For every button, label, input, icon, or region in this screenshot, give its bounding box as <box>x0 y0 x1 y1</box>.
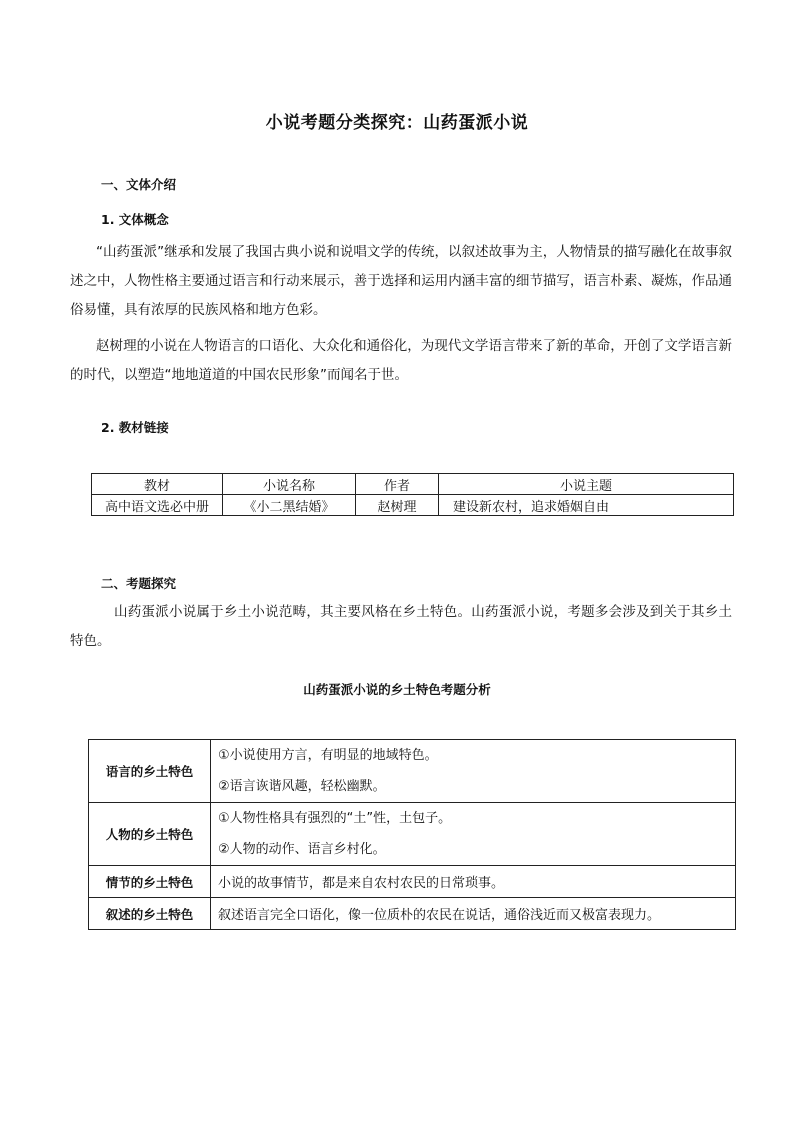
table-cell: 赵树理 <box>356 495 439 516</box>
content-cell: 小说的故事情节，都是来自农村农民的日常琐事。 <box>211 866 736 898</box>
table-row <box>89 866 736 898</box>
concept-paragraph-1: “山药蛋派”继承和发展了我国古典小说和说唱文学的传统，以叙述故事为主，人物情景的描写融化在故事叙述之中，人物性格主要通过语言和行动来展示，善于选择和运用内涵丰富的细节描写，语言朴素、凝炼，作品通俗易懂，具有浓厚的民族风格和地方色彩。 <box>70 244 732 318</box>
section1-heading: 一、文体介绍 <box>101 177 177 192</box>
content-line: ①小说使用方言，有明显的地域特色。 <box>218 748 438 763</box>
content-cell <box>211 740 736 803</box>
category-cell: 情节的乡土特色 <box>89 866 211 898</box>
content-line: ②语言诙谐风趣，轻松幽默。 <box>218 779 386 794</box>
table-cell: 《小二黑结婚》 <box>223 495 356 516</box>
category-cell: 人物的乡土特色 <box>89 803 211 866</box>
table-row <box>89 740 736 803</box>
table-header-cell: 作者 <box>356 474 439 495</box>
page-title: 小说考题分类探究：山药蛋派小说 <box>265 113 529 133</box>
table-cell: 高中语文选必中册 <box>92 495 223 516</box>
table-cell: 建设新农村，追求婚姻自由 <box>439 495 734 516</box>
content-line: ①人物性格具有强烈的“土”性，土包子。 <box>218 811 452 826</box>
table-row <box>92 495 734 516</box>
concept-paragraph-2: 赵树理的小说在人物语言的口语化、大众化和通俗化，为现代文学语言带来了新的革命，开创了文学语言新的时代，以塑造“地地道道的中国农民形象”而闻名于世。 <box>70 338 732 383</box>
table-row <box>89 803 736 866</box>
table-header-cell: 教材 <box>92 474 223 495</box>
textbook-link-heading: 2. 教材链接 <box>101 420 169 435</box>
analysis-table <box>88 739 736 930</box>
section2-heading: 二、考题探究 <box>101 576 177 591</box>
table-header-cell: 小说主题 <box>439 474 734 495</box>
textbook-table <box>91 473 734 516</box>
content-cell <box>211 803 736 866</box>
section2-paragraph: 山药蛋派小说属于乡土小说范畴，其主要风格在乡土特色。山药蛋派小说，考题多会涉及到关于其乡土特色。 <box>70 604 732 649</box>
table-header-cell: 小说名称 <box>223 474 356 495</box>
concept-heading: 1. 文体概念 <box>101 212 169 227</box>
analysis-caption: 山药蛋派小说的乡土特色考题分析 <box>303 682 491 697</box>
category-cell: 语言的乡土特色 <box>89 740 211 803</box>
content-line: ②人物的动作、语言乡村化。 <box>218 842 386 857</box>
content-cell: 叙述语言完全口语化，像一位质朴的农民在说话，通俗浅近而又极富表现力。 <box>211 898 736 930</box>
table-row <box>89 898 736 930</box>
category-cell: 叙述的乡土特色 <box>89 898 211 930</box>
table-header-row <box>92 474 734 495</box>
